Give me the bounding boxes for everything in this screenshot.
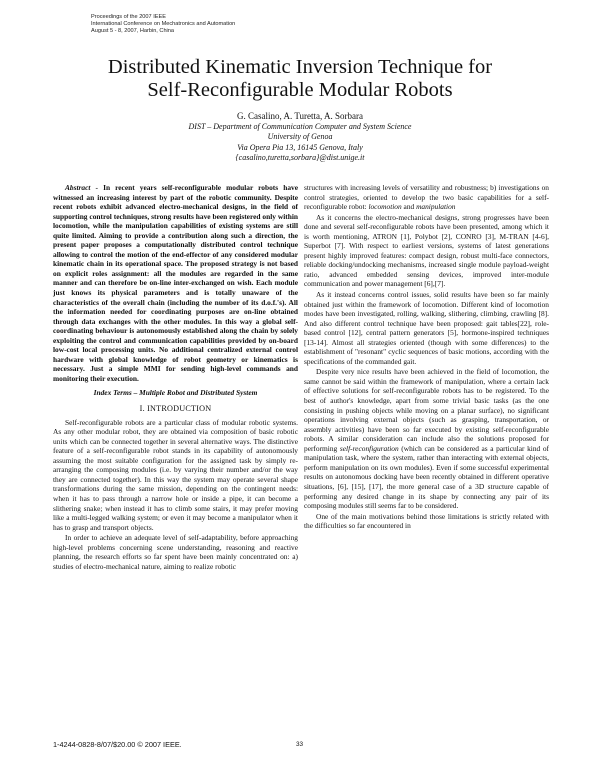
body-paragraph: As it instead concerns control issues, solid results have been so far mainly obtained just within the framework of locomotion. Different kind of locomotion modes have been investigated, rolling, walking, slithering, climbing, crawling [8]. And also different control technique have been proposed: gait tables[22], role-based control [12], central pattern generators [5], hormone-inspired techniques [13-14]. Almost all strategies oriented (though with some differences) to the establishment of "resonant" cyclic sequences of basic motions, according with the specifications of the commanded gait. (304, 290, 549, 366)
paper-title-line: Self-Reconfigurable Modular Robots (147, 79, 453, 101)
body-text: (which can be considered as a particular kind of manipulation task, where the system, rather than interacting with external objects, perform manipulation on its own modules). Even if some successful experimental results on autonomous docking have been recently obtained in different operative situations, [6], [15], [17], the more general case of a 3D structure capable of performing any desired change in its shape by connecting any pair of its composing modules still seems far to be considered. (304, 443, 549, 511)
proceedings-header (91, 14, 235, 35)
paper-title-line: Distributed Kinematic Inversion Technique for (107, 56, 493, 78)
page-number: 33 (296, 741, 304, 748)
body-paragraph: Self-reconfigurable robots are a particular class of modular robotic systems. As any other modular robot, they are obtained via composition of basic robotic units which can be connected together in several alternative ways. The distinctive feature of a self-reconfigurable robot stands in its capability of autonomously assuming the most suitable configuration for the assigned task by simply re-arranging the composing modules (i.e. by varying their number and/or the way they are connected together). In this way the system may operate several shape transformations during the same mission, depending on the contingent needs: when it has to pass through a narrow hole or inside a pipe, it can become a slithering snake; when instead it has to climb some stairs, it may prefer moving like a multi-legged walking system; or even it may become a manipulator when it has to grasp and transport objects. (53, 417, 298, 532)
body-paragraph (304, 367, 549, 510)
body-paragraph: One of the main motivations behind those limitations is strictly related with the difficulties so far encountered in (304, 511, 549, 531)
affiliation-line: Via Opera Pia 13, 16145 Genova, Italy (237, 142, 363, 152)
affiliation-email: {casalino,turetta,sorbara}@dist.unige.it (235, 152, 365, 162)
abstract-label: Abstract (65, 183, 91, 192)
proceedings-line: August 5 - 8, 2007, Harbin, China (91, 28, 175, 35)
body-text: structures with increasing levels of versatility and robustness; b) investigations on control strategies, oriented to develop the two basic capabilities for a self-reconfigurable robot: (304, 183, 549, 212)
index-terms: Index Terms – Multiple Robot and Distributed System (93, 388, 258, 398)
body-paragraph: As it concerns the electro-mechanical designs, strong progresses have been done and several self-reconfigurable robots have been presented, among which it is worth mentioning, ATRON [1], Polybot [2], CONRO [3], M-TRAN [4-6], Superbot [7]. With respect to earliest versions, systems of latest generations present highly improved features: compact design, robust multi-face connectors, reliable docking/undocking mechanisms, increased single module payload-weight ratio, advanced embedded sensing devices, improved inter-module communication and power management [6],[7]. (304, 212, 549, 289)
paper-title (40, 56, 560, 102)
left-column (53, 183, 298, 572)
body-paragraph: In order to achieve an adequate level of self-adaptability, before approaching high-level problems concerning scene understanding, reasoning and reactive planning, the research efforts so far spent have been mainly concentrated on: a) studies of electro-mechanical nature, aiming to realize robotic (53, 533, 298, 571)
section-heading: I. INTRODUCTION (139, 404, 212, 414)
proceedings-line: International Conference on Mechatronics and Automation (91, 21, 236, 28)
italic-term: self-reconfiguration (339, 443, 399, 453)
affiliation-line: DIST – Department of Communication Computer and System Science (188, 122, 412, 131)
copyright-footer: 1-4244-0828-8/07/$20.00 © 2007 IEEE. (53, 740, 182, 749)
italic-term: locomotion (368, 202, 402, 212)
affiliation (40, 122, 560, 163)
italic-term: manipulation (416, 202, 456, 212)
abstract-text: - In recent years self-reconfigurable modular robots have witnessed an increasing interest by part of the robotic community. Despite recent robots exhibit advanced electro-mechanical designs, in the field of supporting control techniques, strong results have been registered only within locomotion, while the manipulation capabilities of existing systems are still quite limited. Aiming to provide a contribution along such a direction, the present paper proposes a computationally distributed control technique allowing to control the motion of the end-effector of any considered modular kinematic chain in its operational space. The proposed strategy is not based on explicit roles assignment: all the modules are regarded in the same manner and can therefore be on-line inter-exchanged on wish. Each module just knows its physical parameters and is totally unaware of the characteristics of the overall chain (including the number of its d.o.f.'s). All the information needed for coordinating purposes are on-line obtained through data exchanges with the other modules. In this way a global self-coordinating behaviour is autonomously established along the chain by solely exploiting the control and communication capabilities provided by on-board low-cost local processing units. No additional centralized external control hardware with global knowledge of robot geometry or kinematics is necessary. Just a simple MMI for sending high-level commands and monitoring their execution. (53, 183, 298, 383)
authors: G. Casalino, A. Turetta, A. Sorbara (237, 111, 363, 121)
abstract (53, 183, 298, 383)
right-column (304, 183, 549, 532)
affiliation-line: University of Genoa (267, 132, 333, 142)
body-paragraph (304, 183, 549, 212)
proceedings-line: Proceedings of the 2007 IEEE (91, 14, 166, 20)
body-text: and (401, 202, 417, 212)
body-text: Despite very nice results have been achieved in the field of locomotion, the same cannot be said within the framework of manipulation, where a certain lack of effective solutions for self-reconfigurable robots has to be registered. To the best of author's knowledge, apart from some trivial basic tasks (as the one consisting in pushing objects while moving on a planar surface), no significant operations involving external objects (such as grasping, transportation, or assembly activities) have been so far executed by existing self-reconfigurable robots. A similar consideration can include also the solutions proposed for performing (304, 367, 549, 453)
